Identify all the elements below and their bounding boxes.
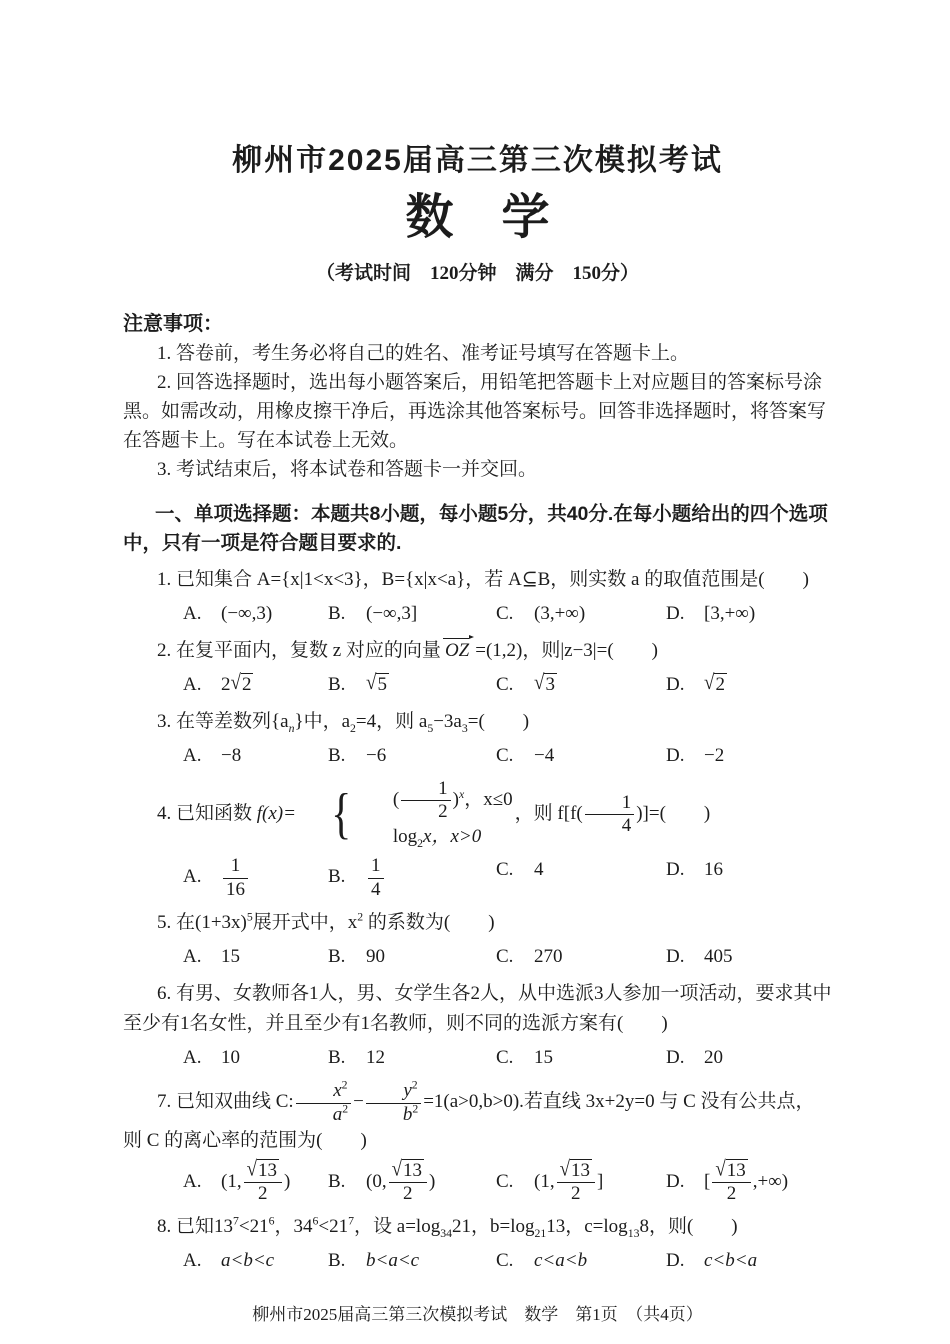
option-value: c<a<b	[534, 1250, 588, 1272]
question-1-stem: 1. 已知集合 A={x|1<x<3}，B={x|x<a}，若 A⊆B，则实数 a 的取值范围是( )	[157, 568, 809, 590]
option-label: D.	[666, 859, 685, 881]
q1-option-c	[496, 599, 666, 629]
notice-item-2: 2. 回答选择题时，选出每小题答案后，用铅笔把答题卡上对应题目的答案标号涂黑。如需改动，用橡皮擦干净后，再选涂其他答案标号。回答非选择题时，将答案写在答题卡上。写在本试卷上无效。	[123, 371, 827, 451]
question-3-options	[123, 741, 832, 771]
sqrt-icon: √	[246, 1156, 258, 1181]
q7-option-d	[666, 1156, 832, 1206]
question-2-stem-end: =(1,2)，则|z−3|=( )	[475, 639, 658, 661]
exam-title: 柳州市2025届高三第三次模拟考试	[232, 144, 723, 177]
option-value: 15	[221, 945, 240, 967]
option-value: 10	[221, 1046, 240, 1068]
question-3-stem: 3. 在等差数列{a	[157, 710, 289, 732]
question-4: 4. 已知函数 f(x)= { ( $\frac{1}{2}$ )$^x$，x≤0 $\log_2x$，x>0 ，则 f[f( $\frac{1}{4}$ )]=( )	[157, 777, 711, 850]
q7-option-b	[328, 1156, 496, 1206]
option-value: (1, $\frac{√13}{2}$ ]	[534, 1156, 604, 1205]
option-label: A.	[183, 866, 202, 888]
option-label: A.	[183, 1170, 202, 1192]
question-7-options	[123, 1156, 832, 1206]
notice-heading: 注意事项：	[123, 312, 223, 335]
q2-option-d	[666, 670, 832, 700]
q8-option-a	[183, 1246, 328, 1276]
option-value: 405	[704, 945, 733, 967]
q3-option-b	[328, 741, 496, 771]
exam-info: （考试时间 120分钟 满分 150分）	[315, 263, 639, 284]
option-value: −8	[221, 744, 242, 766]
option-value: $\frac{1}{4}$	[368, 855, 384, 901]
q3-option-d	[666, 741, 832, 771]
question-5: 5. 在$(1+3x)^5$展开式中，$x^2$ 的系数为( )	[157, 910, 495, 933]
option-value: 20	[704, 1046, 723, 1068]
vector-oz: OZ	[444, 639, 470, 661]
q6-option-d	[666, 1043, 832, 1073]
q4-option-d	[666, 855, 832, 901]
option-label: A.	[183, 945, 202, 967]
q5-option-d	[666, 942, 832, 972]
question-6	[123, 979, 832, 1039]
option-value: −4	[534, 744, 555, 766]
sqrt-icon: √	[715, 1156, 726, 1181]
option-value: b<a<c	[366, 1250, 420, 1272]
q8-option-b	[328, 1246, 496, 1276]
q2-option-b	[328, 670, 496, 700]
option-value: 2√2	[221, 674, 253, 695]
option-value: 15	[534, 1046, 553, 1068]
q5-option-a	[183, 942, 328, 972]
option-value: [ $\frac{√13}{2}$ ,+∞)	[704, 1156, 789, 1205]
q7-option-c	[496, 1156, 666, 1206]
option-value: −6	[366, 744, 387, 766]
option-label: C.	[496, 945, 514, 967]
option-value: 270	[534, 945, 563, 967]
option-label: C.	[496, 1170, 514, 1192]
option-label: B.	[328, 1170, 346, 1192]
question-3: 3. 在等差数列$\{a_n\}$中，$a_2=4$，则 $a_5-3a_3=$( )	[157, 710, 530, 735]
option-value: 90	[366, 945, 385, 967]
sqrt-icon: √	[391, 1156, 403, 1181]
option-value: 12	[366, 1046, 385, 1068]
q2-option-a	[183, 670, 328, 700]
option-label: C.	[496, 602, 514, 624]
option-label: B.	[328, 673, 346, 695]
q2-option-c	[496, 670, 666, 700]
question-8-options	[123, 1246, 832, 1276]
notice-section	[123, 309, 832, 484]
option-label: D.	[666, 744, 685, 766]
option-label: C.	[496, 744, 514, 766]
q3-option-c	[496, 741, 666, 771]
option-label: A.	[183, 744, 202, 766]
question-4-stem: 4. 已知函数	[157, 802, 257, 824]
option-label: A.	[183, 602, 202, 624]
option-label: B.	[328, 602, 346, 624]
question-1	[123, 565, 832, 595]
option-value: [3,+∞)	[704, 602, 756, 624]
option-label: B.	[328, 744, 346, 766]
sqrt-icon: √	[366, 670, 377, 694]
question-8-stem: 8. 已知13	[157, 1216, 234, 1238]
option-value: (0, $\frac{√13}{2}$ )	[366, 1156, 436, 1205]
option-label: B.	[328, 866, 346, 888]
option-label: B.	[328, 1250, 346, 1272]
curly-brace: {	[331, 782, 352, 845]
sqrt-icon: √	[230, 670, 241, 694]
option-label: D.	[666, 945, 685, 967]
sqrt-icon: √	[559, 1156, 571, 1181]
q1-option-b	[328, 599, 496, 629]
option-value: a<b<c	[221, 1250, 275, 1272]
question-5-options	[123, 942, 832, 972]
q3-option-a	[183, 741, 328, 771]
notice-item-3: 3. 考试结束后，将本试卷和答题卡一并交回。	[157, 458, 538, 480]
q4-option-c	[496, 855, 666, 901]
question-6-stem: 6. 有男、女教师各1人，男、女学生各2人，从中选派3人参加一项活动，要求其中至少有1名女性，并且至少有1名教师，则不同的选派方案有( )	[123, 982, 832, 1034]
q4-option-a	[183, 855, 328, 901]
option-label: D.	[666, 1046, 685, 1068]
question-1-options	[123, 599, 832, 629]
q1-option-d	[666, 599, 832, 629]
option-value: √2	[704, 674, 727, 695]
option-label: D.	[666, 1250, 685, 1272]
question-7-stem: 7. 已知双曲线 C:	[157, 1091, 294, 1113]
option-label: A.	[183, 1250, 202, 1272]
option-value: √5	[366, 674, 389, 695]
question-7: 7. 已知双曲线 C: $\frac{x^2}{a^2}$ − $\frac{y^2}{b^2}$ =1(a>0,b>0).若直线 3x+2y=0 与 C 没有公共点，则 C 的离心率的范围为( )	[123, 1078, 815, 1151]
page-footer: 柳州市2025届高三第三次模拟考试 数学 第1页 （共4页）	[252, 1305, 703, 1325]
option-value: c<b<a	[704, 1250, 758, 1272]
q5-option-c	[496, 942, 666, 972]
option-label: C.	[496, 1046, 514, 1068]
option-value: (3,+∞)	[534, 602, 586, 624]
section-heading: 一、单项选择题：本题共8小题，每小题5分，共40分.在每小题给出的四个选项中，只有一项是符合题目要求的.	[123, 502, 828, 554]
q1-option-a	[183, 599, 328, 629]
question-2-options	[123, 670, 832, 700]
option-value: (1, $\frac{√13}{2}$ )	[221, 1156, 291, 1205]
question-2	[123, 636, 832, 666]
option-label: C.	[496, 859, 514, 881]
option-label: B.	[328, 1046, 346, 1068]
option-label: C.	[496, 1250, 514, 1272]
option-label: A.	[183, 1046, 202, 1068]
q4-option-b	[328, 855, 496, 901]
fraction-y2-b2: $\frac{y^2}{b^2}$	[366, 1080, 421, 1126]
option-value: 4	[534, 859, 544, 881]
option-value: √3	[534, 674, 557, 695]
question-8: 8. 已知$13^7<21^6$，$34^6<21^7$，设 $a=\log_{34}21$，$b=\log_{21}13$，$c=\log_{13}8$，则( )	[157, 1214, 738, 1241]
option-label: D.	[666, 602, 685, 624]
question-2-stem: 2. 在复平面内，复数 z 对应的向量	[157, 639, 441, 661]
option-value: (−∞,3]	[366, 602, 418, 624]
option-value: $\frac{1}{16}$	[223, 855, 248, 901]
q6-option-a	[183, 1043, 328, 1073]
piecewise-function: { ( $\frac{1}{2}$ )$^x$，x≤0 $\log_2x$，x>0	[298, 778, 513, 852]
option-value: −2	[704, 744, 725, 766]
q8-option-c	[496, 1246, 666, 1276]
option-label: C.	[496, 673, 514, 695]
option-label: D.	[666, 1170, 685, 1192]
fraction-x2-a2: $\frac{x^2}{a^2}$	[296, 1080, 351, 1126]
q8-option-d	[666, 1246, 832, 1276]
option-label: D.	[666, 673, 685, 695]
q6-option-b	[328, 1043, 496, 1073]
notice-item-1: 1. 答卷前，考生务必将自己的姓名、准考证号填写在答题卡上。	[157, 342, 690, 364]
question-5-stem: 5. 在(1+3x)	[157, 911, 247, 933]
option-value: (−∞,3)	[221, 602, 273, 624]
option-value: 16	[704, 859, 723, 881]
question-4-options	[123, 855, 832, 901]
exam-subject: 数 学	[405, 191, 550, 244]
sqrt-icon: √	[704, 670, 715, 694]
sqrt-icon: √	[534, 670, 545, 694]
q6-option-c	[496, 1043, 666, 1073]
q5-option-b	[328, 942, 496, 972]
option-label: A.	[183, 673, 202, 695]
q7-option-a	[183, 1156, 328, 1206]
option-label: B.	[328, 945, 346, 967]
question-6-options	[123, 1043, 832, 1073]
